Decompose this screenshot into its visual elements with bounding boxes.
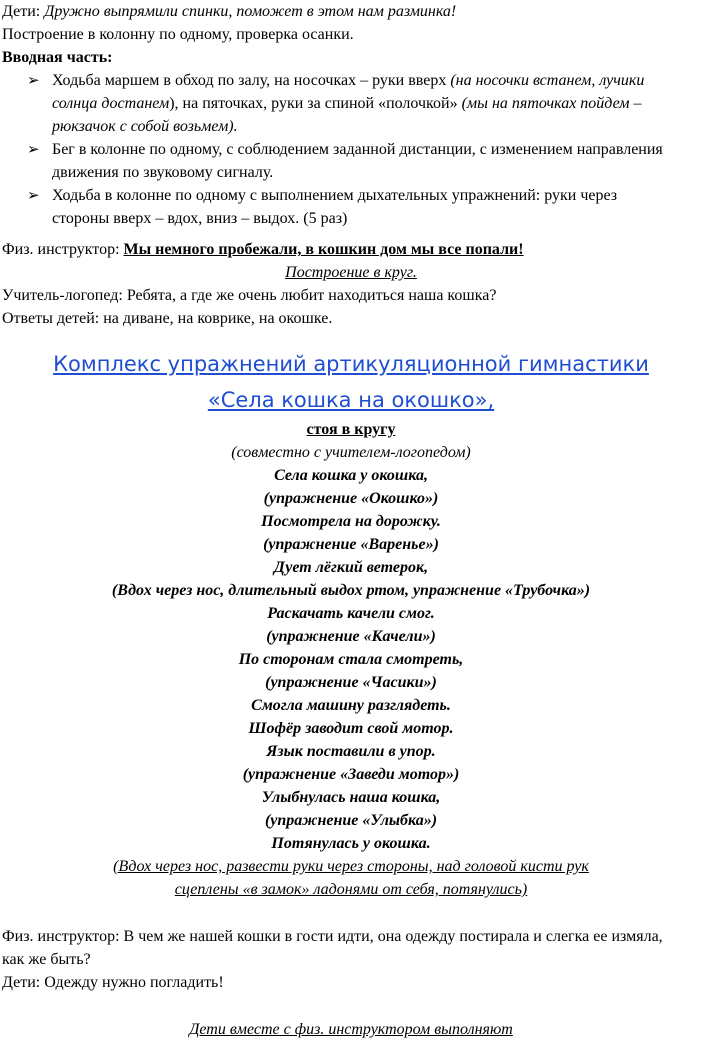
kids-answers: Ответы детей: на диване, на коврике, на окошке.: [2, 310, 333, 327]
stretch-note-2: сцеплены «в замок» ладонями от себя, потянулись): [174, 881, 528, 898]
poem-line: (упражнение «Заведи мотор»): [242, 766, 460, 783]
poem-line: Села кошка у окошка,: [274, 467, 428, 484]
fiz-run-text: Мы немного пробежали, в кошкин дом мы все попали!: [123, 241, 524, 258]
heading-line-1: Комплекс упражнений артикуляционной гимнастики: [53, 352, 649, 376]
bullet3-line-2: стороны вверх – вдох, вниз – выдох. (5 раз): [52, 210, 348, 227]
arrowhead-bullet-icon: ➢: [27, 186, 40, 204]
bullet1-italic-b: солнца достанем: [52, 95, 170, 112]
bullet2-line-2: движения по звуковому сигналу.: [52, 164, 274, 181]
poem-line: Раскачать качели смог.: [267, 605, 435, 622]
poem-block: [2, 418, 700, 901]
bullet-item-1: [2, 69, 700, 138]
poem-line: (упражнение «Часики»): [265, 674, 437, 691]
stretch-note-1: (Вдох через нос, развести руки через стороны, над головой кисти рук: [113, 858, 589, 875]
fiz-prefix: Физ. инструктор:: [2, 241, 124, 258]
bullet-item-3: [2, 184, 700, 230]
intro-line-1: [2, 0, 700, 23]
poem-line: (упражнение «Улыбка»): [264, 812, 438, 829]
arrowhead-bullet-icon: ➢: [27, 71, 40, 89]
poem-line: (упражнение «Качели»): [266, 628, 436, 645]
bullet1-italic-c: (мы на пяточках пойдем –: [461, 95, 642, 112]
poem-line: (упражнение «Варенье»): [263, 536, 439, 553]
poem-lines: [2, 464, 700, 855]
fiz-instructor-line: [2, 238, 700, 261]
fiz-question-line-1: Физ. инструктор: В чем же нашей кошки в гости идти, она одежду постирала и слегка ее измяла,: [2, 928, 663, 945]
bullet1-italic-a: (на носочки встанем, лучики: [450, 72, 645, 89]
standing-in-circle: стоя в кругу: [306, 421, 396, 438]
poem-line: Язык поставили в упор.: [266, 743, 436, 760]
intro-line-2: Построение в колонну по одному, проверка осанки.: [2, 26, 354, 43]
intro-bullet-list: [2, 69, 700, 230]
poem-line: Смогла машину разглядеть.: [251, 697, 451, 714]
teacher-question: Учитель-логопед: Ребята, а где же очень любит находиться наша кошка?: [2, 287, 497, 304]
poem-line: (упражнение «Окошко»): [263, 490, 439, 507]
bullet3-line-1: Ходьба в колонне по одному с выполнением дыхательных упражнений: руки через: [52, 187, 618, 204]
bullet2-line-1: Бег в колонне по одному, с соблюдением заданной дистанции, с изменением направления: [52, 141, 663, 158]
circle-formation: Построение в круг.: [285, 264, 417, 281]
bullet-item-2: [2, 138, 700, 184]
kids-warmup-text: Дружно выпрямили спинки, поможет в этом нам разминка!: [44, 3, 457, 20]
kids-iron-answer: Дети: Одежду нужно погладить!: [2, 974, 224, 991]
bullet1-text-a: Ходьба маршем в обход по залу, на носочках – руки вверх: [52, 72, 451, 89]
poem-line: Дует лёгкий ветерок,: [273, 559, 429, 576]
poem-line: (Вдох через нос, длительный выдох ртом, упражнение «Трубочка»): [111, 582, 591, 599]
final-instruction: Дети вместе с физ. инструктором выполняют: [189, 1021, 513, 1038]
arrowhead-bullet-icon: ➢: [27, 140, 40, 158]
with-speech-therapist: (совместно с учителем-логопедом): [231, 444, 471, 461]
kids-prefix: Дети:: [2, 3, 45, 20]
gymnastics-heading: [2, 346, 700, 418]
poem-line: Потянулась у окошка.: [271, 835, 431, 852]
fiz-question-line-2: как же быть?: [2, 951, 91, 968]
bullet1-text-b: ), на пяточках, руки за спиной «полочкой»: [169, 95, 462, 112]
poem-line: Улыбнулась наша кошка,: [261, 789, 441, 806]
poem-line: По сторонам стала смотреть,: [238, 651, 464, 668]
document-page: [2, 0, 700, 1041]
poem-line: Посмотрела на дорожку.: [261, 513, 441, 530]
heading-line-2: «Села кошка на окошко»,: [207, 388, 495, 412]
poem-line: Шофёр заводит свой мотор.: [248, 720, 454, 737]
section-intro-heading: Вводная часть:: [2, 49, 113, 66]
bullet1-italic-d: рюкзачок с собой возьмем).: [52, 118, 238, 135]
